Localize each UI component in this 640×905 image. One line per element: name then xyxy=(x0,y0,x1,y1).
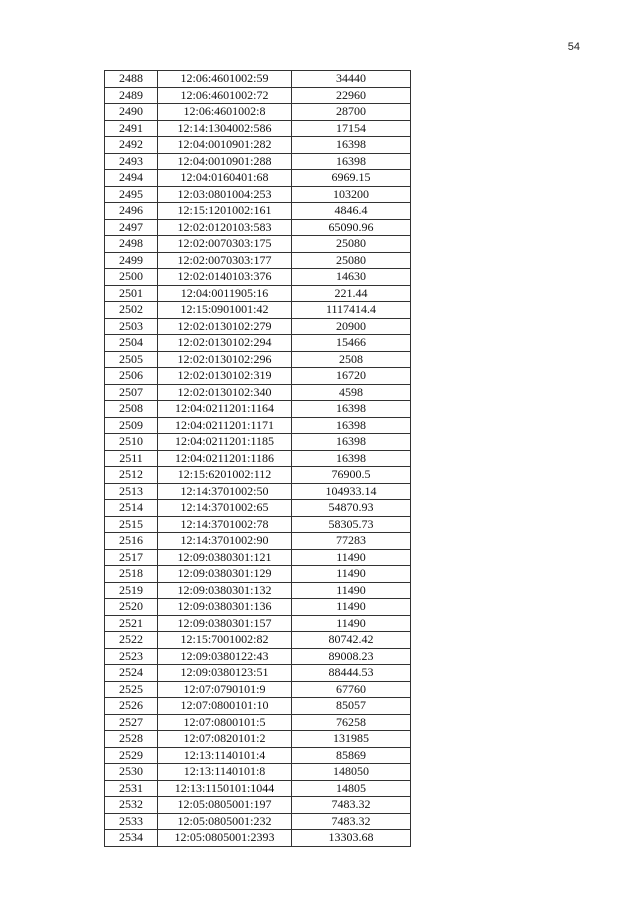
value-cell: 25080 xyxy=(292,236,411,253)
table-row xyxy=(105,318,411,335)
cadastral-number-cell: 12:02:0130102:294 xyxy=(158,335,292,352)
row-number-cell: 2510 xyxy=(105,434,158,451)
row-number-cell: 2519 xyxy=(105,582,158,599)
row-number-cell: 2521 xyxy=(105,615,158,632)
table-row xyxy=(105,566,411,583)
cadastral-number-cell: 12:14:3701002:90 xyxy=(158,533,292,550)
table-row xyxy=(105,219,411,236)
table-body xyxy=(105,71,411,847)
table-row xyxy=(105,500,411,517)
table-row xyxy=(105,203,411,220)
value-cell: 103200 xyxy=(292,186,411,203)
value-cell: 34440 xyxy=(292,71,411,88)
value-cell: 104933.14 xyxy=(292,483,411,500)
table-row xyxy=(105,401,411,418)
cadastral-number-cell: 12:02:0120103:583 xyxy=(158,219,292,236)
value-cell: 11490 xyxy=(292,582,411,599)
table-row xyxy=(105,483,411,500)
table-row xyxy=(105,533,411,550)
data-table xyxy=(104,70,411,847)
table-row xyxy=(105,87,411,104)
table-row xyxy=(105,450,411,467)
cadastral-number-cell: 12:02:0130102:340 xyxy=(158,384,292,401)
table-row xyxy=(105,797,411,814)
row-number-cell: 2502 xyxy=(105,302,158,319)
table-row xyxy=(105,269,411,286)
cadastral-number-cell: 12:15:1201002:161 xyxy=(158,203,292,220)
cadastral-number-cell: 12:13:1150101:1044 xyxy=(158,780,292,797)
cadastral-number-cell: 12:09:0380123:51 xyxy=(158,665,292,682)
value-cell: 88444.53 xyxy=(292,665,411,682)
row-number-cell: 2497 xyxy=(105,219,158,236)
value-cell: 58305.73 xyxy=(292,516,411,533)
row-number-cell: 2533 xyxy=(105,813,158,830)
value-cell: 15466 xyxy=(292,335,411,352)
cadastral-number-cell: 12:13:1140101:4 xyxy=(158,747,292,764)
cadastral-number-cell: 12:04:0011905:16 xyxy=(158,285,292,302)
value-cell: 54870.93 xyxy=(292,500,411,517)
cadastral-number-cell: 12:04:0211201:1164 xyxy=(158,401,292,418)
cadastral-number-cell: 12:05:0805001:2393 xyxy=(158,830,292,847)
table-row xyxy=(105,137,411,154)
row-number-cell: 2501 xyxy=(105,285,158,302)
value-cell: 76258 xyxy=(292,714,411,731)
table-row xyxy=(105,813,411,830)
value-cell: 22960 xyxy=(292,87,411,104)
row-number-cell: 2518 xyxy=(105,566,158,583)
cadastral-number-cell: 12:03:0801004:253 xyxy=(158,186,292,203)
table-row xyxy=(105,236,411,253)
page-number: 54 xyxy=(567,41,580,53)
value-cell: 16398 xyxy=(292,401,411,418)
value-cell: 25080 xyxy=(292,252,411,269)
row-number-cell: 2498 xyxy=(105,236,158,253)
cadastral-number-cell: 12:02:0070303:175 xyxy=(158,236,292,253)
row-number-cell: 2514 xyxy=(105,500,158,517)
value-cell: 76900.5 xyxy=(292,467,411,484)
table-row xyxy=(105,632,411,649)
value-cell: 67760 xyxy=(292,681,411,698)
cadastral-number-cell: 12:04:0010901:288 xyxy=(158,153,292,170)
table-row xyxy=(105,582,411,599)
value-cell: 14805 xyxy=(292,780,411,797)
row-number-cell: 2508 xyxy=(105,401,158,418)
row-number-cell: 2534 xyxy=(105,830,158,847)
row-number-cell: 2507 xyxy=(105,384,158,401)
value-cell: 7483.32 xyxy=(292,813,411,830)
row-number-cell: 2509 xyxy=(105,417,158,434)
row-number-cell: 2515 xyxy=(105,516,158,533)
cadastral-number-cell: 12:04:0010901:282 xyxy=(158,137,292,154)
cadastral-number-cell: 12:06:4601002:72 xyxy=(158,87,292,104)
value-cell: 16398 xyxy=(292,153,411,170)
cadastral-number-cell: 12:02:0130102:319 xyxy=(158,368,292,385)
value-cell: 89008.23 xyxy=(292,648,411,665)
table-row xyxy=(105,104,411,121)
row-number-cell: 2495 xyxy=(105,186,158,203)
cadastral-number-cell: 12:14:3701002:65 xyxy=(158,500,292,517)
row-number-cell: 2523 xyxy=(105,648,158,665)
cadastral-number-cell: 12:04:0211201:1186 xyxy=(158,450,292,467)
table-row xyxy=(105,780,411,797)
row-number-cell: 2529 xyxy=(105,747,158,764)
row-number-cell: 2527 xyxy=(105,714,158,731)
cadastral-number-cell: 12:15:0901001:42 xyxy=(158,302,292,319)
value-cell: 14630 xyxy=(292,269,411,286)
value-cell: 11490 xyxy=(292,615,411,632)
row-number-cell: 2531 xyxy=(105,780,158,797)
cadastral-number-cell: 12:14:3701002:78 xyxy=(158,516,292,533)
table-row xyxy=(105,120,411,137)
row-number-cell: 2488 xyxy=(105,71,158,88)
value-cell: 7483.32 xyxy=(292,797,411,814)
value-cell: 16398 xyxy=(292,137,411,154)
cadastral-number-cell: 12:07:0800101:10 xyxy=(158,698,292,715)
row-number-cell: 2530 xyxy=(105,764,158,781)
value-cell: 16398 xyxy=(292,417,411,434)
cadastral-number-cell: 12:07:0800101:5 xyxy=(158,714,292,731)
row-number-cell: 2505 xyxy=(105,351,158,368)
value-cell: 77283 xyxy=(292,533,411,550)
value-cell: 2508 xyxy=(292,351,411,368)
table-row xyxy=(105,368,411,385)
row-number-cell: 2528 xyxy=(105,731,158,748)
row-number-cell: 2496 xyxy=(105,203,158,220)
table-row xyxy=(105,170,411,187)
table-row xyxy=(105,186,411,203)
cadastral-number-cell: 12:04:0211201:1185 xyxy=(158,434,292,451)
cadastral-number-cell: 12:15:6201002:112 xyxy=(158,467,292,484)
cadastral-number-cell: 12:04:0160401:68 xyxy=(158,170,292,187)
row-number-cell: 2512 xyxy=(105,467,158,484)
cadastral-number-cell: 12:02:0140103:376 xyxy=(158,269,292,286)
cadastral-number-cell: 12:09:0380301:136 xyxy=(158,599,292,616)
table-row xyxy=(105,516,411,533)
cadastral-number-cell: 12:09:0380301:157 xyxy=(158,615,292,632)
row-number-cell: 2499 xyxy=(105,252,158,269)
table-row xyxy=(105,434,411,451)
table-row xyxy=(105,417,411,434)
value-cell: 6969.15 xyxy=(292,170,411,187)
value-cell: 11490 xyxy=(292,566,411,583)
value-cell: 13303.68 xyxy=(292,830,411,847)
table-row xyxy=(105,747,411,764)
table-row xyxy=(105,830,411,847)
row-number-cell: 2511 xyxy=(105,450,158,467)
value-cell: 16720 xyxy=(292,368,411,385)
table-row xyxy=(105,153,411,170)
table-row xyxy=(105,665,411,682)
row-number-cell: 2517 xyxy=(105,549,158,566)
table-row xyxy=(105,648,411,665)
value-cell: 131985 xyxy=(292,731,411,748)
value-cell: 20900 xyxy=(292,318,411,335)
row-number-cell: 2500 xyxy=(105,269,158,286)
row-number-cell: 2524 xyxy=(105,665,158,682)
table-row xyxy=(105,302,411,319)
table-row xyxy=(105,467,411,484)
value-cell: 28700 xyxy=(292,104,411,121)
value-cell: 16398 xyxy=(292,450,411,467)
cadastral-number-cell: 12:02:0130102:279 xyxy=(158,318,292,335)
cadastral-number-cell: 12:14:1304002:586 xyxy=(158,120,292,137)
cadastral-number-cell: 12:15:7001002:82 xyxy=(158,632,292,649)
row-number-cell: 2513 xyxy=(105,483,158,500)
cadastral-number-cell: 12:07:0790101:9 xyxy=(158,681,292,698)
table-row xyxy=(105,599,411,616)
row-number-cell: 2490 xyxy=(105,104,158,121)
row-number-cell: 2532 xyxy=(105,797,158,814)
row-number-cell: 2520 xyxy=(105,599,158,616)
value-cell: 85869 xyxy=(292,747,411,764)
row-number-cell: 2504 xyxy=(105,335,158,352)
cadastral-number-cell: 12:04:0211201:1171 xyxy=(158,417,292,434)
cadastral-number-cell: 12:05:0805001:232 xyxy=(158,813,292,830)
table-row xyxy=(105,351,411,368)
row-number-cell: 2489 xyxy=(105,87,158,104)
cadastral-number-cell: 12:14:3701002:50 xyxy=(158,483,292,500)
value-cell: 148050 xyxy=(292,764,411,781)
table-row xyxy=(105,549,411,566)
value-cell: 11490 xyxy=(292,599,411,616)
row-number-cell: 2526 xyxy=(105,698,158,715)
table-row xyxy=(105,384,411,401)
table-row xyxy=(105,615,411,632)
cadastral-number-cell: 12:09:0380122:43 xyxy=(158,648,292,665)
cadastral-number-cell: 12:06:4601002:8 xyxy=(158,104,292,121)
cadastral-number-cell: 12:02:0130102:296 xyxy=(158,351,292,368)
table-row xyxy=(105,335,411,352)
row-number-cell: 2503 xyxy=(105,318,158,335)
value-cell: 80742.42 xyxy=(292,632,411,649)
table-row xyxy=(105,252,411,269)
value-cell: 85057 xyxy=(292,698,411,715)
value-cell: 4598 xyxy=(292,384,411,401)
value-cell: 17154 xyxy=(292,120,411,137)
cadastral-number-cell: 12:06:4601002:59 xyxy=(158,71,292,88)
row-number-cell: 2516 xyxy=(105,533,158,550)
row-number-cell: 2493 xyxy=(105,153,158,170)
table-row xyxy=(105,681,411,698)
table-row xyxy=(105,71,411,88)
table-row xyxy=(105,764,411,781)
cadastral-number-cell: 12:05:0805001:197 xyxy=(158,797,292,814)
cadastral-number-cell: 12:09:0380301:121 xyxy=(158,549,292,566)
cadastral-number-cell: 12:09:0380301:129 xyxy=(158,566,292,583)
value-cell: 4846.4 xyxy=(292,203,411,220)
value-cell: 65090.96 xyxy=(292,219,411,236)
row-number-cell: 2506 xyxy=(105,368,158,385)
value-cell: 16398 xyxy=(292,434,411,451)
value-cell: 221.44 xyxy=(292,285,411,302)
cadastral-number-cell: 12:02:0070303:177 xyxy=(158,252,292,269)
value-cell: 11490 xyxy=(292,549,411,566)
row-number-cell: 2492 xyxy=(105,137,158,154)
table-row xyxy=(105,285,411,302)
row-number-cell: 2491 xyxy=(105,120,158,137)
value-cell: 1117414.4 xyxy=(292,302,411,319)
cadastral-number-cell: 12:07:0820101:2 xyxy=(158,731,292,748)
cadastral-number-cell: 12:13:1140101:8 xyxy=(158,764,292,781)
row-number-cell: 2525 xyxy=(105,681,158,698)
table-row xyxy=(105,714,411,731)
table-row xyxy=(105,731,411,748)
cadastral-number-cell: 12:09:0380301:132 xyxy=(158,582,292,599)
row-number-cell: 2522 xyxy=(105,632,158,649)
row-number-cell: 2494 xyxy=(105,170,158,187)
table-row xyxy=(105,698,411,715)
